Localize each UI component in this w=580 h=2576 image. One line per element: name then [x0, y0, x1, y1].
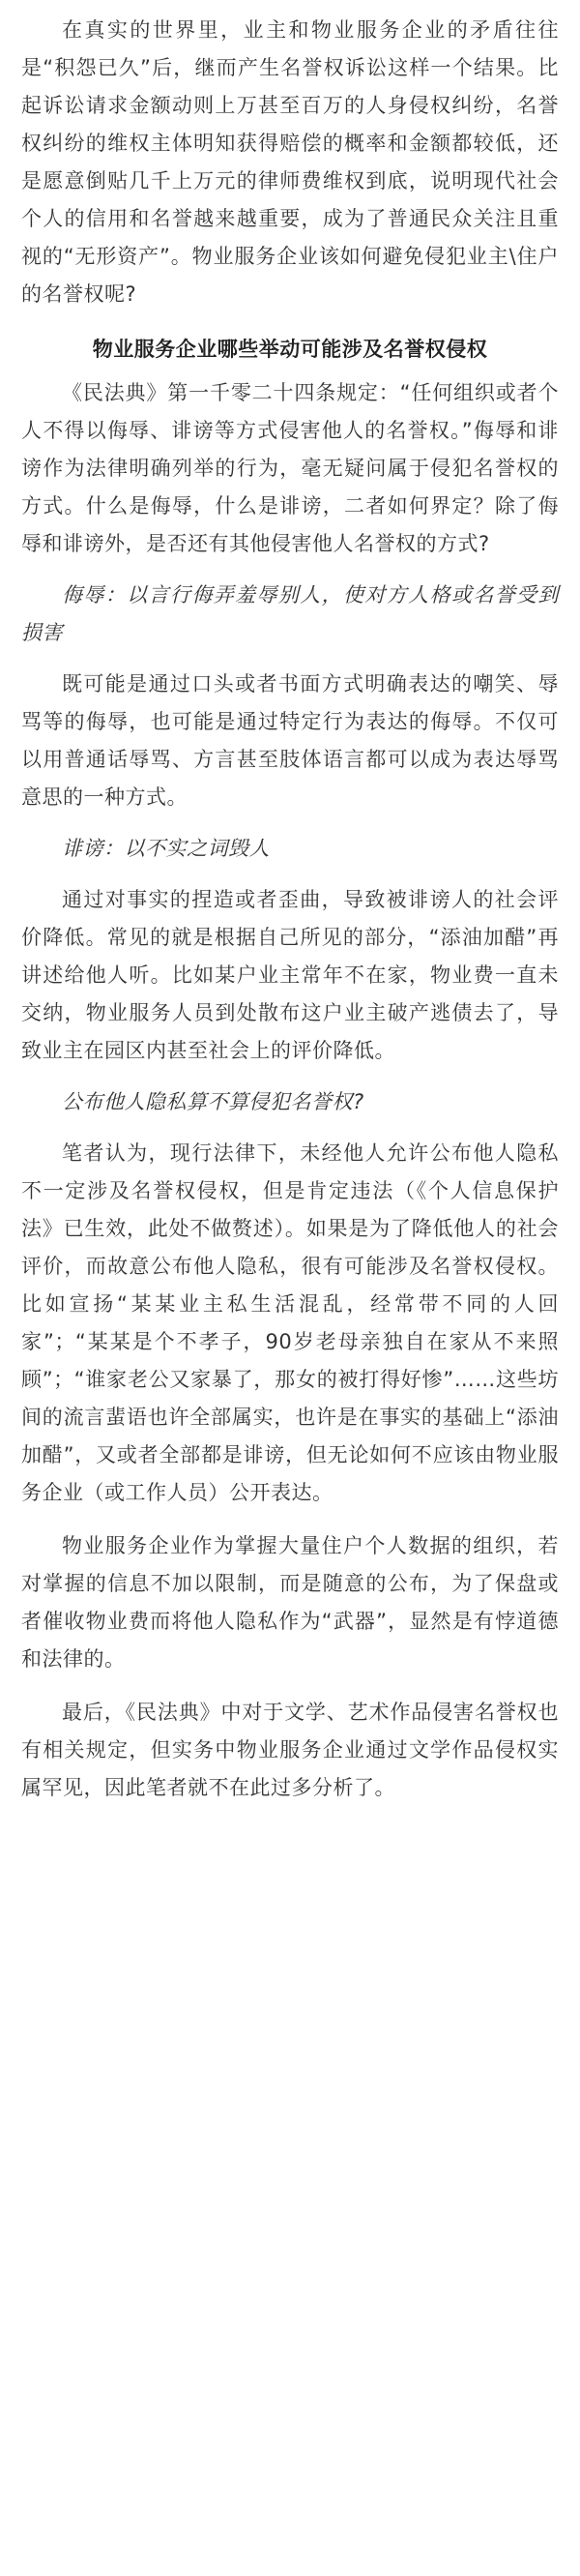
slander-paragraph: 通过对事实的捏造或者歪曲，导致被诽谤人的社会评价降低。常见的就是根据自己所见的部分，“添油加醋”再讲述给他人听。比如某户业主常年不在家，物业费一直未交纳，物业服务人员到处散布这户业主破产逃债去了，导致业主在园区内甚至社会上的评价降低。: [21, 888, 559, 1062]
intro-paragraph: 在真实的世界里，业主和物业服务企业的矛盾往往是“积怨已久”后，继而产生名誉权诉讼这样一个结果。比起诉讼请求金额动则上万甚至百万的人身侵权纠纷，名誉权纠纷的维权主体明知获得赔偿的概率和金额都较低，还是愿意倒贴几千上万元的律师费维权到底，说明现代社会个人的信用和名誉越来越重要，成为了普通民众关注且重视的“无形资产”。物业服务企业该如何避免侵犯业主\住户的名誉权呢?: [21, 18, 559, 306]
data-paragraph: 物业服务企业作为掌握大量住户个人数据的组织，若对掌握的信息不加以限制，而是随意的公布，为了保盘或者催收物业费而将他人隐私作为“武器”，显然是有悖道德和法律的。: [21, 1534, 559, 1671]
insult-subheading: 侮辱：以言行侮弄羞辱别人，使对方人格或名誉受到损害: [21, 583, 559, 644]
final-paragraph: 最后，《民法典》中对于文学、艺术作品侵害名誉权也有相关规定，但实务中物业服务企业通过文学作品侵权实属罕见，因此笔者就不在此过多分析了。: [21, 1701, 559, 1799]
privacy-subheading: 公布他人隐私算不算侵犯名誉权?: [62, 1090, 364, 1113]
civil-code-paragraph: 《民法典》第一千零二十四条规定：“任何组织或者个人不得以侮辱、诽谤等方式侵害他人的名誉权。”侮辱和诽谤作为法律明确列举的行为，毫无疑问属于侵犯名誉权的方式。什么是侮辱，什么是诽谤，二者如何界定？除了侮辱和诽谤外，是否还有其他侵害他人名誉权的方式?: [21, 381, 559, 555]
section-heading: 物业服务企业哪些举动可能涉及名誉权侵权: [92, 338, 488, 361]
privacy-paragraph: 笔者认为，现行法律下，未经他人允许公布他人隐私不一定涉及名誉权侵权，但是肯定违法（《个人信息保护法》已生效，此处不做赘述）。如果是为了降低他人的社会评价，而故意公布他人隐私，很有可能涉及名誉权侵权。比如宣扬“某某业主私生活混乱，经常带不同的人回家”；“某某是个不孝子，90岁老母亲独自在家从不来照顾”；“谁家老公又家暴了，那女的被打得好惨”……这些坊间的流言蜚语也许全部属实，也许是在事实的基础上“添油加醋”，又或者全部都是诽谤，但无论如何不应该由物业服务企业（或工作人员）公开表达。: [21, 1141, 559, 1504]
slander-subheading: 诽谤：以不实之词毁人: [62, 837, 270, 860]
insult-paragraph: 既可能是通过口头或者书面方式明确表达的嘲笑、辱骂等的侮辱，也可能是通过特定行为表达的侮辱。不仅可以用普通话辱骂、方言甚至肢体语言都可以成为表达辱骂意思的一种方式。: [21, 672, 559, 809]
